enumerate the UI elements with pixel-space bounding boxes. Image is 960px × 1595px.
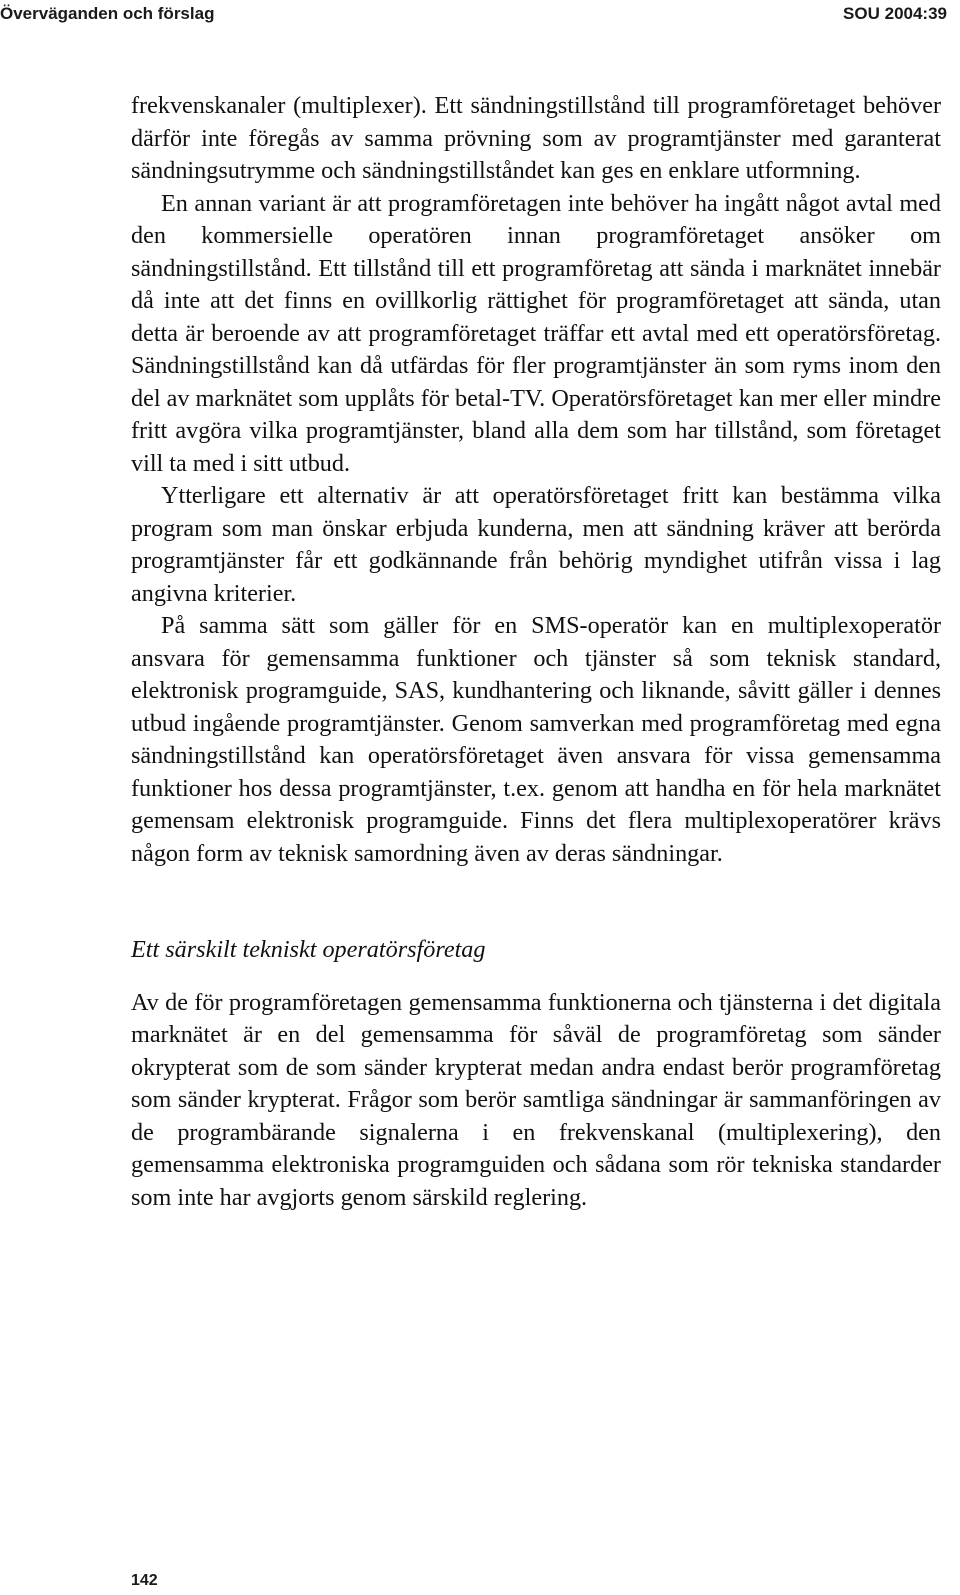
running-header — [0, 4, 947, 28]
section-heading: Ett särskilt tekniskt operatörsföretag — [131, 936, 486, 963]
paragraph: En annan variant är att programföretagen inte behöver ha ingått något avtal med den kommersielle operatören innan programföretaget ansöker om sändningstillstånd. Ett tillstånd till ett programföretag att sända i marknätet innebär då inte att det finns en ovillkorlig rättighet för programföretaget att sända, utan detta är beroende av att programföretaget träffar ett avtal med ett operatörsföretag. Sändningstillstånd kan då utfärdas för fler programtjänster än som ryms inom den del av marknätet som upplåts för betal-TV. Operatörsföretaget kan mer eller mindre fritt avgöra vilka programtjänster, bland alla dem som har tillstånd, som företaget vill ta med i sitt utbud. — [131, 189, 941, 477]
body-text — [131, 90, 941, 1214]
section-paragraph: Av de för programföretagen gemensamma funktionerna och tjänsterna i det digitala marknätet är en del gemensamma för såväl de programföretag som sänder okrypterat som de som sänder krypterat medan andra endast berör programföretag som sänder krypterat. Frågor som berör samtliga sändningar är sammanföringen av de programbärande signalerna i en frekvenskanal (multiplexering), den gemensamma elektroniska programguiden och sådana som rör tekniska standarder som inte har avgjorts genom särskild reglering. — [131, 988, 941, 1211]
paragraph-continuation: frekvenskanaler (multiplexer). Ett sändningstillstånd till programföretaget behöver därför inte föregås av samma prövning som av programtjänster med garanterat sändningsutrymme och sändningstillståndet kan ges en enklare utformning. — [131, 92, 941, 184]
paragraph: På samma sätt som gäller för en SMS-operatör kan en multiplexoperatör ansvara för gemensamma funktioner och tjänster så som teknisk standard, elektronisk programguide, SAS, kundhantering och liknande, såvitt gäller i dennes utbud ingående programtjänster. Genom samverkan med programföretag med egna sändningstillstånd kan operatörsföretaget även ansvara för vissa gemensamma funktioner hos dessa programtjänster, t.ex. genom att handha en för hela marknätet gemensam elektronisk programguide. Finns det flera multiplexoperatörer krävs någon form av teknisk samordning även av deras sändningar. — [131, 612, 941, 867]
page-number: 142 — [131, 1572, 158, 1589]
chapter-title: Överväganden och förslag — [0, 4, 215, 23]
document-reference: SOU 2004:39 — [843, 4, 947, 23]
paragraph: Ytterligare ett alternativ är att operatörsföretaget fritt kan bestämma vilka program som man önskar erbjuda kunderna, men att sändning kräver att berörda programtjänster får ett godkännande från behörig myndighet utifrån vissa i lag angivna kriterier. — [131, 482, 941, 607]
